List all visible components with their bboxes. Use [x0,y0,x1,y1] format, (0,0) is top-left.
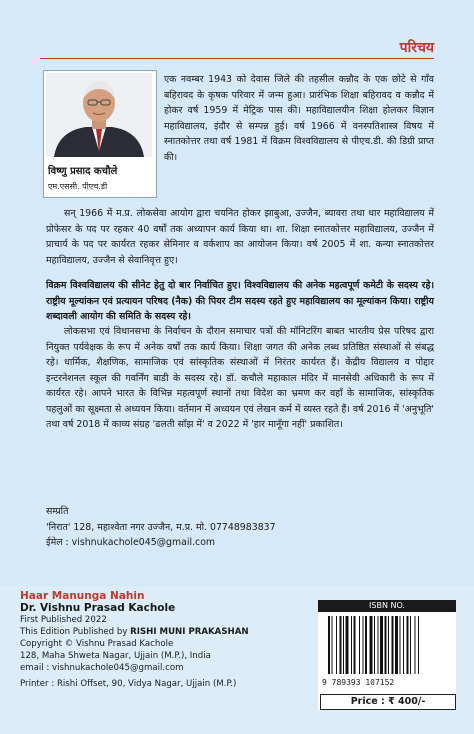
printer-line: Printer : Rishi Offset, 90, Vidya Nagar, Ujjain (M.P.) [20,679,237,689]
bio-paragraph-1: एक नवम्बर 1943 को देवास जिले की तहसील कन्नौद के एक छोटे से गाँव बहिरावद के कृषक परिवार में जन्म हुआ। प्रारंभिक शिक्षा बहिरावद व कन्नौद में होकर वर्ष 1959 में मेट्रिक पास की। महाविद्यालयीन शिक्षा होलकर विज्ञान महाविद्यालय, इंदौर से सम्पन्न हुई। वर्ष 1966 में वनस्पतिशास्त्र विषय में स्नातकोत्तर तथा वर्ष 1981 में विक्रम विश्वविद्यालय से पीएच.डी. की डिग्री प्राप्त की। [164,74,434,163]
contact-label: सम्प्रति [46,506,69,517]
isbn-number: 9 789393 107152 [322,678,395,687]
bio-paragraph-3: विक्रम विश्वविद्यालय की सीनेट हेतु दो बार निर्वाचित हुए। विश्वविद्यालय की अनेक महत्वपूर्ण कमेटी के सदस्य रहे। राष्ट्रीय मूल्यांकन एवं प्रत्यायन परिषद (नैक) की पियर टीम सदस्य रहते हुए महाविद्यालय का मूल्यांकन किया। राष्ट्रीय शब्दावली आयोग की समिति के सदस्य रहे। [46,280,434,322]
publisher-email: email : vishnukachole045@gmail.com [20,663,184,673]
book-title: Haar Manunga Nahin [20,590,145,602]
isbn-barcode-box [318,600,456,710]
isbn-label: ISBN NO. [318,600,456,612]
contact-address: 'निरात' 128, महाश्वेता नगर उज्जैन, म.प्र. मो. 07748983837 [46,521,276,533]
publisher-prefix: This Edition Published by [20,627,131,637]
copyright-line: Copyright © Vishnu Prasad Kachole [20,639,174,649]
author-photo [46,73,152,157]
first-published: First Published 2022 [20,615,107,625]
barcode-icon [326,616,448,676]
publisher-address: 128, Maha Shweta Nagar, Ujjain (M.P.), India [20,651,211,661]
author-photo-card [43,70,157,198]
price-label: Price : ₹ 400/- [320,694,456,710]
imprint-block [20,590,249,690]
section-heading: परिचय [399,40,434,56]
imprint-area [0,586,474,734]
bio-paragraph-4: लोकसभा एवं विधानसभा के निर्वाचन के दौरान समाचार पत्रों की मॉनिटरिंग बाबत भारतीय प्रेस परिषद द्वारा नियुक्त पर्यवेक्षक के रूप में अनेक वर्षों तक कार्य किया। शिक्षा जगत की अनेक लब्ध प्रतिष्ठित संस्थाओं से संबद्ध रहे। धार्मिक, शैक्षणिक, सामाजिक एवं सांस्कृतिक संस्थाओं में निरंतर कार्यरत हैं। केंद्रीय विद्यालय व पोद्दार इन्टरनेशनल स्कूल की गवर्निंग बाडी के सदस्य रहे। डॉ. कचौले महाकाल मंदिर में मानसेवी अधिकारी के रूप में कार्यरत रहे। आपने भारत के विभिन्न महत्वपूर्ण स्थानों तथा विदेश का भ्रमण कर वहाँ के सामाजिक, सांस्कृतिक पहलुओं का सूक्ष्मता से अध्ययन किया। वर्तमान में अध्ययन एवं लेखन कर्म में व्यस्त रहते हैं। वर्ष 2016 में 'अनुभूति' तथा वर्ष 2018 में काव्य संग्रह 'ढलती साँझ में' व 2022 में 'हार मानूँगा नहीं' प्रकाशित। [46,326,434,430]
publisher-line [20,626,249,638]
contact-email: ईमेल : vishnukachole045@gmail.com [46,537,216,548]
book-author: Dr. Vishnu Prasad Kachole [20,602,176,614]
author-photo-caption: विष्णु प्रसाद कचौले [48,166,118,177]
author-credentials: एम.एससी. पीएच.डी [48,182,108,191]
heading-divider [40,58,434,59]
contact-block [46,504,434,551]
bio-paragraph-2: सन् 1966 में म.प्र. लोकसेवा आयोग द्वारा चयनित होकर झाबुआ, उज्जैन, ब्यावरा तथा धार महाविद्यालय में प्रोफेसर के पद पर रहकर 40 वर्षों तक अध्यापन कार्य किया था। शा. शिक्षा स्नातकोत्तर महाविद्यालय, उज्जैन में प्राचार्य के पद पर कार्यरत रहकर सेमिनार व वर्कशाप का आयोजन किया। वर्ष 2005 में शा. कन्या स्नातकोत्तर महाविद्यालय, उज्जैन से सेवानिवृत्त हुए। [46,208,434,266]
publisher-name: RISHI MUNI PRAKASHAN [130,627,249,637]
